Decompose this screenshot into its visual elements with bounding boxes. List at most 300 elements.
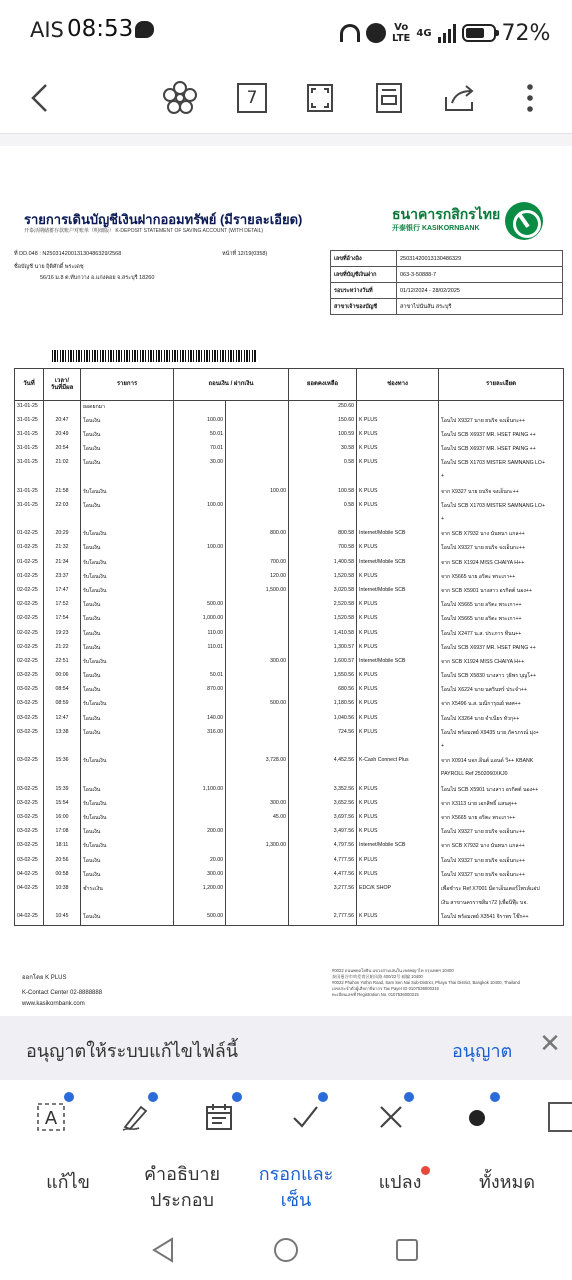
- deposit-cell: 300.00: [226, 656, 289, 670]
- type-cell: [81, 769, 174, 783]
- time-cell: 21:34: [44, 557, 81, 571]
- time-cell: 21:58: [44, 486, 81, 500]
- detail-cell: โอนไป X9327 นาย ยนริจ จงเอ็นกะ++: [439, 869, 564, 883]
- footer-address-block: #0022 ถนนพหลโยธิน แขวงสามเสนใน เขตพญาไท กรุงเทพฯ 10400 泰国曼谷市叻差育区帕凤路 400/22号 邮编 10400 #0022 Phahon Yothin Road, Sam Sen Nai Sub-District, Phaya Thai District, Bangkok 10400, Thailand เลขประจำตัวผู้เสียภาษีอากร Tax Payer ID 0107536000315 ทะเบียนเลขที่ Registration No. 0107536000315: [332, 968, 520, 997]
- withdraw-cell: [174, 698, 226, 712]
- column-header: ถอนเงิน / ฝากเงิน: [174, 369, 289, 401]
- deposit-cell: 120.00: [226, 571, 289, 585]
- clock: 08:53: [67, 16, 134, 42]
- table-row: [15, 429, 564, 443]
- document-viewer[interactable]: [0, 146, 572, 1016]
- more-tools-icon[interactable]: [548, 1102, 572, 1132]
- withdraw-cell: 50.01: [174, 429, 226, 443]
- column-header: ยอดคงเหลือ: [289, 369, 357, 401]
- detail-cell: โอนไป X9327 นาย ยนริจ จงเอ็นกะ++: [439, 855, 564, 869]
- type-cell: โอนเงิน: [81, 500, 174, 514]
- time-cell: 22:03: [44, 500, 81, 514]
- time-cell: 20:29: [44, 528, 81, 542]
- channel-cell: EDC/K SHOP: [357, 883, 439, 897]
- detail-cell: เงิน สาขานครราชสีมา72 (เพื่อนีฟุ๊ะ บจ.: [439, 897, 564, 911]
- balance-cell: 1,300.57: [289, 642, 357, 656]
- more-icon[interactable]: [512, 80, 548, 116]
- alarm-icon: [366, 23, 386, 43]
- balance-cell: [289, 514, 357, 528]
- date-cell: [15, 471, 44, 485]
- deposit-cell: [226, 599, 289, 613]
- balance-cell: 1,520.58: [289, 613, 357, 627]
- date-cell: 03-02-25: [15, 727, 44, 741]
- info-value: สาขาไปนันสัน สระบุรี: [397, 299, 563, 315]
- channel-cell: K PLUS: [357, 571, 439, 585]
- table-row: [15, 443, 564, 457]
- date-cell: 31-01-25: [15, 500, 44, 514]
- info-row: [331, 267, 563, 283]
- withdraw-cell: [174, 471, 226, 485]
- deposit-cell: [226, 613, 289, 627]
- footer-website: www.kasikornbank.com: [22, 1001, 85, 1007]
- status-bar: [0, 0, 572, 64]
- time-cell: 23:37: [44, 571, 81, 585]
- channel-cell: K PLUS: [357, 684, 439, 698]
- balance-cell: 3,652.56: [289, 798, 357, 812]
- detail-cell: +: [439, 514, 564, 528]
- info-value: 01/12/2024 - 28/02/2025: [397, 283, 563, 299]
- withdraw-cell: 50.01: [174, 670, 226, 684]
- deposit-cell: 1,300.00: [226, 840, 289, 854]
- withdraw-cell: [174, 514, 226, 528]
- channel-cell: [357, 897, 439, 911]
- withdraw-cell: 316.00: [174, 727, 226, 741]
- premium-badge-icon: [316, 1090, 330, 1104]
- deposit-cell: [226, 784, 289, 798]
- nav-home-icon[interactable]: [272, 1236, 300, 1268]
- table-row: [15, 911, 564, 925]
- channel-cell: Internet/Mobile SCB: [357, 557, 439, 571]
- checkmark-icon[interactable]: [284, 1096, 326, 1138]
- detail-cell: จาก SCB X5901 นางสาว อรกิตต์ นอง++: [439, 585, 564, 599]
- nav-back-icon[interactable]: [150, 1236, 176, 1268]
- reference-line: ที่ DD.048 : N2503142001313048632​9/2568: [14, 251, 122, 257]
- balance-cell: 700.58: [289, 542, 357, 556]
- bank-name-th: ธนาคารกสิกรไทย: [392, 206, 501, 222]
- headphones-icon: [340, 24, 360, 42]
- time-cell: 16:00: [44, 812, 81, 826]
- withdraw-cell: [174, 741, 226, 755]
- date-cell: 31-01-25: [15, 429, 44, 443]
- tab-convert[interactable]: แปลง: [378, 1172, 422, 1193]
- address-line: 56/16 ม.8 ต.ทับกวาง อ.แก่งคอย จ.สระบุรี 18260: [40, 275, 155, 281]
- time-cell: 17:54: [44, 613, 81, 627]
- date-cell: 03-02-25: [15, 755, 44, 769]
- balance-cell: 30.58: [289, 443, 357, 457]
- balance-cell: 3,697.56: [289, 812, 357, 826]
- barcode: [52, 350, 257, 362]
- balance-cell: 1,410.58: [289, 628, 357, 642]
- premium-badge-icon: [62, 1090, 76, 1104]
- balance-cell: 3,352.56: [289, 784, 357, 798]
- detail-cell: จาก X5665 นาย อริตะ พระเกา++: [439, 812, 564, 826]
- footer-contact: K-Contact Center 02-8888888: [22, 990, 103, 996]
- type-cell: โอนเงิน: [81, 826, 174, 840]
- type-cell: โอนเงิน: [81, 628, 174, 642]
- type-cell: โอนเงิน: [81, 443, 174, 457]
- time-cell: 15:39: [44, 784, 81, 798]
- time-cell: 00:58: [44, 869, 81, 883]
- type-cell: ยอดยกมา: [81, 401, 174, 415]
- date-cell: 03-02-25: [15, 784, 44, 798]
- premium-badge-icon: [230, 1090, 244, 1104]
- close-icon[interactable]: ✕: [539, 1029, 561, 1059]
- deposit-cell: [226, 642, 289, 656]
- channel-cell: [357, 401, 439, 415]
- balance-cell: 724.56: [289, 727, 357, 741]
- detail-cell: โอนไป SCB X6937 MR. HSET PAING ++: [439, 429, 564, 443]
- date-cell: 01-02-25: [15, 542, 44, 556]
- type-cell: โอนเงิน: [81, 784, 174, 798]
- deposit-cell: [226, 514, 289, 528]
- type-cell: รับโอนเงิน: [81, 755, 174, 769]
- table-row: [15, 812, 564, 826]
- balance-cell: 1,550.56: [289, 670, 357, 684]
- type-cell: โอนเงิน: [81, 415, 174, 429]
- text-box-icon[interactable]: [30, 1096, 72, 1138]
- time-cell: 20:49: [44, 429, 81, 443]
- date-cell: [15, 769, 44, 783]
- column-header: รายการ: [81, 369, 174, 401]
- balance-cell: 800.58: [289, 528, 357, 542]
- date-cell: [15, 897, 44, 911]
- detail-cell: จาก SCB X1924 MISS CHAIYA H++: [439, 557, 564, 571]
- table-row: [15, 670, 564, 684]
- withdraw-cell: 500.00: [174, 911, 226, 925]
- deposit-cell: [226, 670, 289, 684]
- withdraw-cell: [174, 401, 226, 415]
- type-cell: [81, 471, 174, 485]
- type-cell: โอนเงิน: [81, 727, 174, 741]
- battery-icon: [462, 24, 496, 42]
- table-row: [15, 613, 564, 627]
- dot-icon[interactable]: [456, 1096, 498, 1138]
- bottom-tabs: [0, 1160, 572, 1220]
- fullscreen-icon[interactable]: [302, 80, 338, 116]
- withdraw-cell: 70.01: [174, 443, 226, 457]
- time-cell: 22:51: [44, 656, 81, 670]
- date-cell: 31-01-25: [15, 401, 44, 415]
- deposit-cell: [226, 727, 289, 741]
- date-cell: 03-02-25: [15, 684, 44, 698]
- table-row: [15, 713, 564, 727]
- detail-cell: โอนไป X5665 นาย อริตะ พระเกา++: [439, 599, 564, 613]
- edit-permission-banner: [0, 1016, 572, 1080]
- time-cell: [44, 471, 81, 485]
- battery-percent: 72%: [501, 20, 551, 46]
- type-cell: โอนเงิน: [81, 642, 174, 656]
- time-cell: 20:47: [44, 415, 81, 429]
- allow-button[interactable]: อนุญาต: [452, 1041, 513, 1062]
- type-cell: รับโอนเงิน: [81, 812, 174, 826]
- withdraw-cell: 500.00: [174, 599, 226, 613]
- date-cell: 02-02-25: [15, 656, 44, 670]
- time-cell: [44, 514, 81, 528]
- deposit-cell: [226, 415, 289, 429]
- balance-cell: [289, 471, 357, 485]
- balance-cell: 2,777.56: [289, 911, 357, 925]
- signal-icon: [438, 23, 456, 43]
- balance-cell: 1,400.58: [289, 557, 357, 571]
- balance-cell: 2,520.58: [289, 599, 357, 613]
- bank-name-en: 开泰银行 KASIKORNBANK: [392, 225, 480, 232]
- detail-cell: [439, 401, 564, 415]
- info-label: เลขที่บัญชีเงินฝาก: [331, 267, 397, 283]
- type-cell: โอนเงิน: [81, 855, 174, 869]
- balance-cell: 100.59: [289, 429, 357, 443]
- column-header: รายละเอียด: [439, 369, 564, 401]
- detail-cell: จาก SCB X7932 นาง นันทนา แกล++: [439, 840, 564, 854]
- table-row: [15, 897, 564, 911]
- table-row: [15, 798, 564, 812]
- balance-cell: 0.58: [289, 457, 357, 471]
- detail-cell: จาก X0914 บจก.ลีนต์ แอนด์ วี++ KBANK: [439, 755, 564, 769]
- time-cell: 15:54: [44, 798, 81, 812]
- withdraw-cell: [174, 812, 226, 826]
- tab-edit[interactable]: แก้ไข: [46, 1172, 90, 1193]
- info-label: รอบระหว่างวันที่: [331, 283, 397, 299]
- time-cell: 20:54: [44, 443, 81, 457]
- channel-cell: Internet/Mobile SCB: [357, 528, 439, 542]
- column-header: วันที่: [15, 369, 44, 401]
- withdraw-cell: [174, 769, 226, 783]
- info-row: [331, 283, 563, 299]
- date-cell: 03-02-25: [15, 670, 44, 684]
- type-cell: [81, 897, 174, 911]
- balance-cell: 4,777.56: [289, 855, 357, 869]
- time-cell: [44, 769, 81, 783]
- column-header: ช่องทาง: [357, 369, 439, 401]
- table-row: [15, 698, 564, 712]
- type-cell: รับโอนเงิน: [81, 585, 174, 599]
- balance-cell: 100.58: [289, 486, 357, 500]
- tab-all[interactable]: ทั้งหมด: [478, 1172, 536, 1193]
- time-cell: 21:02: [44, 457, 81, 471]
- withdraw-cell: 200.00: [174, 826, 226, 840]
- date-cell: 03-02-25: [15, 826, 44, 840]
- type-cell: โอนเงิน: [81, 670, 174, 684]
- detail-cell: โอนไป SCB X6937 MR. HSET PAING ++: [439, 443, 564, 457]
- table-row: [15, 784, 564, 798]
- table-row: [15, 840, 564, 854]
- channel-cell: K PLUS: [357, 500, 439, 514]
- channel-cell: K PLUS: [357, 443, 439, 457]
- balance-cell: 0.58: [289, 500, 357, 514]
- deposit-cell: [226, 443, 289, 457]
- tab-fill-sign-line2: เซ็น: [280, 1190, 312, 1211]
- table-row: [15, 514, 564, 528]
- deposit-cell: [226, 855, 289, 869]
- table-row: [15, 855, 564, 869]
- detail-cell: โอนไป X2477 น.ส. ประภาร ทีนน++: [439, 628, 564, 642]
- type-cell: รับโอนเงิน: [81, 798, 174, 812]
- channel-cell: K PLUS: [357, 855, 439, 869]
- balance-cell: 250.60: [289, 401, 357, 415]
- channel-cell: K PLUS: [357, 613, 439, 627]
- back-arrow-icon[interactable]: [22, 80, 58, 116]
- time-cell: 17:52: [44, 599, 81, 613]
- channel-cell: [357, 741, 439, 755]
- time-cell: [44, 401, 81, 415]
- column-header: เวลา/ วันที่มีผล: [44, 369, 81, 401]
- table-row: [15, 486, 564, 500]
- table-row: [15, 883, 564, 897]
- info-value: 063-3-50888-7: [397, 267, 563, 283]
- channel-cell: [357, 471, 439, 485]
- flower-icon[interactable]: [162, 80, 198, 116]
- info-label: เลขที่อ้างอิง: [331, 251, 397, 267]
- deposit-cell: [226, 883, 289, 897]
- channel-cell: K PLUS: [357, 628, 439, 642]
- table-row: [15, 656, 564, 670]
- withdraw-cell: 140.00: [174, 713, 226, 727]
- detail-cell: โอนไป พร้อมเพย์ X9435 นาย ภัครภรณ์ มุ่ง+: [439, 727, 564, 741]
- info-label: สาขาเจ้าของบัญชี: [331, 299, 397, 315]
- info-row: [331, 251, 563, 267]
- date-cell: 03-02-25: [15, 812, 44, 826]
- type-cell: [81, 741, 174, 755]
- deposit-cell: [226, 911, 289, 925]
- date-cell: 03-02-25: [15, 840, 44, 854]
- table-row: [15, 599, 564, 613]
- page-line: หน้าที่ 12/19(0358): [222, 251, 268, 257]
- detail-cell: +: [439, 741, 564, 755]
- withdraw-cell: [174, 755, 226, 769]
- detail-cell: เพื่อชำระ Ref X7001 มีดาเอ็นเตอร์ไพรส์แอ่ป: [439, 883, 564, 897]
- withdraw-cell: 1,200.00: [174, 883, 226, 897]
- date-cell: 01-02-25: [15, 557, 44, 571]
- date-cell: 31-01-25: [15, 457, 44, 471]
- document-icon[interactable]: [371, 80, 407, 116]
- withdraw-cell: 100.00: [174, 415, 226, 429]
- table-row: [15, 457, 564, 471]
- signature-pen-icon[interactable]: [114, 1096, 156, 1138]
- page-number-button[interactable]: [234, 80, 270, 116]
- table-row: [15, 585, 564, 599]
- statement-subtitle: 开泰活期储蓄存款账户对账单（明细版） K-DEPOSIT STATEMENT OF SAVING ACCOUNT (WITH DETAIL): [24, 228, 264, 234]
- channel-cell: K PLUS: [357, 826, 439, 840]
- balance-cell: 1,040.56: [289, 713, 357, 727]
- time-cell: 12:47: [44, 713, 81, 727]
- balance-cell: 3,277.56: [289, 883, 357, 897]
- tab-fill-sign[interactable]: [252, 1162, 340, 1214]
- table-row: [15, 727, 564, 741]
- nav-recents-icon[interactable]: [394, 1237, 420, 1267]
- table-row: [15, 741, 564, 755]
- balance-cell: [289, 741, 357, 755]
- time-cell: 21:22: [44, 642, 81, 656]
- detail-cell: จาก X3113 นาย เอกสิทธิ์ แสนสุ++: [439, 798, 564, 812]
- deposit-cell: [226, 500, 289, 514]
- date-cell: 04-02-25: [15, 883, 44, 897]
- detail-cell: โอนไป SCB X5830 นางสาว วุธิพร บุญโ++: [439, 670, 564, 684]
- withdraw-cell: 1,000.00: [174, 613, 226, 627]
- type-cell: รับโอนเงิน: [81, 571, 174, 585]
- detail-cell: จาก X5665 นาย อริตะ พระเกา++: [439, 571, 564, 585]
- time-cell: 10:45: [44, 911, 81, 925]
- time-cell: 15:36: [44, 755, 81, 769]
- balance-cell: 680.56: [289, 684, 357, 698]
- time-cell: 00:06: [44, 670, 81, 684]
- balance-cell: 4,452.56: [289, 755, 357, 769]
- balance-cell: 150.60: [289, 415, 357, 429]
- deposit-cell: [226, 741, 289, 755]
- detail-cell: โอนไป X9327 นาย ยนริจ จงเอ็นกะ++: [439, 826, 564, 840]
- time-cell: 10:38: [44, 883, 81, 897]
- balance-cell: [289, 897, 357, 911]
- type-cell: ชำระเงิน: [81, 883, 174, 897]
- type-cell: โอนเงิน: [81, 911, 174, 925]
- balance-cell: 4,477.56: [289, 869, 357, 883]
- date-cell: 31-01-25: [15, 486, 44, 500]
- deposit-cell: [226, 542, 289, 556]
- time-cell: 21:32: [44, 542, 81, 556]
- share-icon[interactable]: [442, 80, 478, 116]
- withdraw-cell: 100.00: [174, 542, 226, 556]
- type-cell: [81, 514, 174, 528]
- detail-cell: จาก X5496 น.ส. มณีการุณย์ พงศ++: [439, 698, 564, 712]
- time-cell: 18:11: [44, 840, 81, 854]
- table-row: [15, 500, 564, 514]
- page-number: 7: [237, 83, 267, 113]
- channel-cell: Internet/Mobile SCB: [357, 840, 439, 854]
- detail-cell: โอนไป SCB X1703 MISTER SAMNANG LO+: [439, 500, 564, 514]
- chat-notification-icon: [135, 21, 154, 38]
- date-cell: [15, 741, 44, 755]
- app-toolbar: [0, 64, 572, 134]
- withdraw-cell: 1,100.00: [174, 784, 226, 798]
- date-cell: 02-02-25: [15, 613, 44, 627]
- banner-message: อนุญาตให้ระบบแก้ไขไฟล์นี้: [26, 1041, 239, 1062]
- channel-cell: Internet/Mobile SCB: [357, 656, 439, 670]
- detail-cell: จาก X9327 นาย ยนริจ จงเอ็นกะ++: [439, 486, 564, 500]
- type-cell: โอนเงิน: [81, 713, 174, 727]
- deposit-cell: [226, 471, 289, 485]
- type-cell: รับโอนเงิน: [81, 528, 174, 542]
- detail-cell: โอนไป SCB X5901 นางสาว อรกิตต์ นอง++: [439, 784, 564, 798]
- channel-cell: K PLUS: [357, 599, 439, 613]
- withdraw-cell: [174, 840, 226, 854]
- channel-cell: [357, 769, 439, 783]
- balance-cell: 3,020.58: [289, 585, 357, 599]
- cross-icon[interactable]: [370, 1096, 412, 1138]
- deposit-cell: [226, 429, 289, 443]
- deposit-cell: 800.00: [226, 528, 289, 542]
- channel-cell: K PLUS: [357, 869, 439, 883]
- detail-cell: โอนไป SCB X1703 MISTER SAMNANG LO+: [439, 457, 564, 471]
- withdraw-cell: [174, 656, 226, 670]
- deposit-cell: 700.00: [226, 557, 289, 571]
- volte-icon: Vo LTE: [392, 22, 411, 44]
- tab-annotate-line1: คำอธิบาย: [143, 1164, 221, 1185]
- date-cell: 02-02-25: [15, 599, 44, 613]
- date-cell: 31-01-25: [15, 443, 44, 457]
- date-cell: 02-02-25: [15, 642, 44, 656]
- type-cell: โอนเงิน: [81, 684, 174, 698]
- calendar-icon[interactable]: [198, 1096, 240, 1138]
- tab-annotate[interactable]: [136, 1162, 228, 1214]
- info-value: 250314200131304863​29: [397, 251, 563, 267]
- table-row: [15, 642, 564, 656]
- withdraw-cell: 30.00: [174, 457, 226, 471]
- notification-dot-icon: [421, 1166, 430, 1175]
- channel-cell: K PLUS: [357, 911, 439, 925]
